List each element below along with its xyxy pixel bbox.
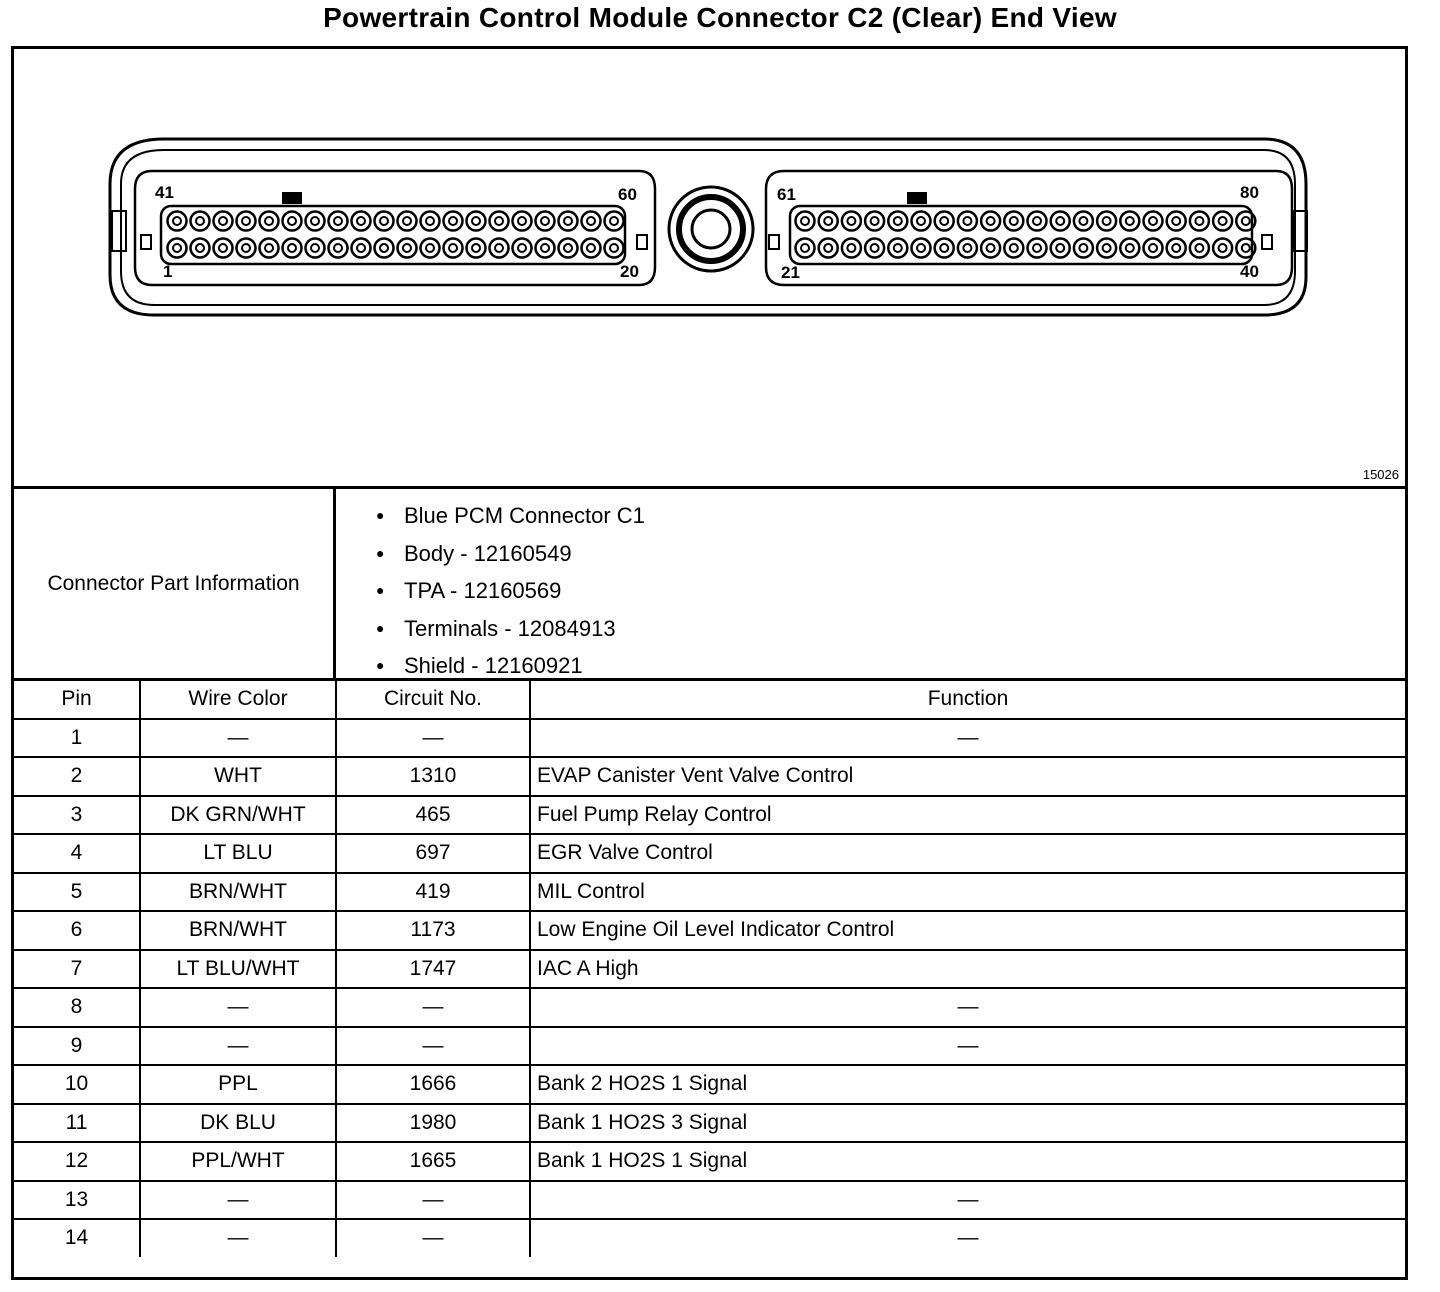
pin-hole-center [1079, 244, 1087, 252]
left-key-tab [282, 192, 302, 204]
pin-hole [191, 239, 210, 258]
pin-hole-center [334, 244, 342, 252]
header-pin: Pin [14, 681, 140, 719]
cell-function: EVAP Canister Vent Valve Control [530, 757, 1405, 796]
pin-hole [375, 212, 394, 231]
pin-hole-center [1033, 217, 1041, 225]
cell-pin: 3 [14, 796, 140, 835]
cell-wire-color: — [140, 1219, 336, 1257]
pin-hole-center [1126, 244, 1134, 252]
pin-hole-center [518, 217, 526, 225]
cell-pin: 6 [14, 911, 140, 950]
cell-wire-color: BRN/WHT [140, 873, 336, 912]
pin-hole [513, 212, 532, 231]
table-row [14, 911, 1405, 950]
cell-function: Bank 1 HO2S 1 Signal [530, 1142, 1405, 1181]
pin-hole-center [541, 217, 549, 225]
pin-hole-center [357, 217, 365, 225]
cell-wire-color: — [140, 988, 336, 1027]
pin-hole [398, 212, 417, 231]
pin-hole [1051, 239, 1070, 258]
pin-hole [1144, 239, 1163, 258]
cell-wire-color: PPL/WHT [140, 1142, 336, 1181]
pin-hole-center [894, 217, 902, 225]
bullet-icon: ● [376, 544, 385, 561]
cell-circuit-no: 419 [336, 873, 530, 912]
cell-circuit-no: — [336, 1027, 530, 1066]
pin-hole-center [288, 217, 296, 225]
pin-hole-center [380, 217, 388, 225]
pin-hole-center [847, 217, 855, 225]
pin-hole [1167, 239, 1186, 258]
pin-hole [1028, 212, 1047, 231]
pin-hole-center [987, 217, 995, 225]
pin-label-40: 40 [1240, 262, 1259, 281]
pin-hole-center [403, 244, 411, 252]
pin-hole [513, 239, 532, 258]
pin-hole-center [1242, 244, 1250, 252]
cell-wire-color: PPL [140, 1065, 336, 1104]
cell-function: IAC A High [530, 950, 1405, 989]
pin-hole-center [173, 244, 181, 252]
pin-hole-center [1010, 217, 1018, 225]
connector-housing-outer [110, 139, 1306, 315]
cell-circuit-no: 1980 [336, 1104, 530, 1143]
pin-hole-center [1195, 244, 1203, 252]
pin-hole-center [518, 244, 526, 252]
part-info-item: ● TPA - 12160569 [376, 572, 645, 610]
pin-hole [819, 212, 838, 231]
pin-hole-center [1103, 244, 1111, 252]
cell-pin: 1 [14, 719, 140, 758]
pin-hole [865, 212, 884, 231]
pin-hole [935, 212, 954, 231]
pin-hole-center [495, 217, 503, 225]
pin-hole [819, 239, 838, 258]
right-lock-tab [1262, 235, 1272, 249]
pin-hole [237, 239, 256, 258]
table-row [14, 1181, 1405, 1220]
pinout-table [14, 681, 1405, 1257]
cell-wire-color: — [140, 719, 336, 758]
right-pin-array [796, 212, 1256, 258]
pin-hole [559, 239, 578, 258]
pin-label-21: 21 [781, 263, 800, 282]
pin-hole-center [449, 217, 457, 225]
cell-function: EGR Valve Control [530, 834, 1405, 873]
cell-circuit-no: 697 [336, 834, 530, 873]
bullet-icon: ● [376, 507, 385, 523]
pin-hole-center [824, 244, 832, 252]
pin-hole-center [894, 244, 902, 252]
cell-pin: 9 [14, 1027, 140, 1066]
pin-hole-center [472, 244, 480, 252]
cell-wire-color: DK GRN/WHT [140, 796, 336, 835]
pin-hole [444, 239, 463, 258]
pin-hole-center [801, 217, 809, 225]
cell-function: Bank 1 HO2S 3 Signal [530, 1104, 1405, 1143]
pin-hole [842, 239, 861, 258]
pin-hole [352, 212, 371, 231]
pin-hole-center [334, 217, 342, 225]
table-row [14, 1104, 1405, 1143]
pin-hole [329, 212, 348, 231]
page-title: Powertrain Control Module Connector C2 (Clear) End View [323, 2, 1117, 33]
pin-hole-center [357, 244, 365, 252]
pin-hole [352, 239, 371, 258]
pin-hole [888, 239, 907, 258]
pin-hole-center [871, 217, 879, 225]
part-info-item: ● Terminals - 12084913 [376, 610, 645, 648]
pin-hole-center [1126, 217, 1134, 225]
cell-function: — [530, 719, 1405, 758]
pin-hole-center [940, 244, 948, 252]
pin-hole [1120, 212, 1139, 231]
left-latch [112, 211, 126, 251]
cell-function: Fuel Pump Relay Control [530, 796, 1405, 835]
pin-hole-center [311, 217, 319, 225]
table-row [14, 1027, 1405, 1066]
pin-hole-center [311, 244, 319, 252]
pin-hole [536, 212, 555, 231]
pin-hole-center [847, 244, 855, 252]
pin-hole [582, 239, 601, 258]
cell-pin: 13 [14, 1181, 140, 1220]
pin-label-61: 61 [777, 185, 796, 204]
pin-hole [605, 212, 624, 231]
cell-wire-color: BRN/WHT [140, 911, 336, 950]
pin-hole-center [917, 244, 925, 252]
pin-hole [237, 212, 256, 231]
pin-hole-center [173, 217, 181, 225]
pin-hole-center [1149, 244, 1157, 252]
pin-hole-center [196, 244, 204, 252]
pin-hole [536, 239, 555, 258]
pin-hole-center [1033, 244, 1041, 252]
pin-hole [912, 239, 931, 258]
pin-hole [283, 212, 302, 231]
cell-circuit-no: — [336, 1219, 530, 1257]
pin-hole [1213, 212, 1232, 231]
pin-hole [1213, 239, 1232, 258]
header-function: Function [530, 681, 1405, 719]
cell-pin: 5 [14, 873, 140, 912]
pin-hole [260, 212, 279, 231]
pin-hole [260, 239, 279, 258]
pin-hole-center [1195, 217, 1203, 225]
pin-hole-center [963, 244, 971, 252]
pin-hole-center [587, 217, 595, 225]
figure-number: 15026 [1362, 467, 1399, 482]
pin-hole-center [801, 244, 809, 252]
bullet-icon: ● [376, 582, 385, 598]
cell-wire-color: — [140, 1027, 336, 1066]
pin-hole [1028, 239, 1047, 258]
part-info-label: Connector Part Information [14, 489, 336, 678]
part-info-list [336, 489, 645, 678]
pin-hole-center [564, 244, 572, 252]
pin-hole [490, 239, 509, 258]
connector-table-frame [11, 46, 1408, 1280]
pin-hole-center [265, 217, 273, 225]
cell-wire-color: — [140, 1181, 336, 1220]
pin-hole-center [426, 217, 434, 225]
pin-hole [842, 212, 861, 231]
pin-hole-center [1010, 244, 1018, 252]
cell-wire-color: WHT [140, 757, 336, 796]
center-bolt-ring [679, 197, 743, 261]
pin-hole [1190, 212, 1209, 231]
pin-hole [214, 212, 233, 231]
cell-pin: 12 [14, 1142, 140, 1181]
cell-pin: 10 [14, 1065, 140, 1104]
table-row [14, 1142, 1405, 1181]
pin-hole-center [1149, 217, 1157, 225]
cell-circuit-no: 1666 [336, 1065, 530, 1104]
part-info-section [14, 489, 1405, 681]
cell-function: Bank 2 HO2S 1 Signal [530, 1065, 1405, 1104]
pin-hole [306, 212, 325, 231]
pin-hole-center [917, 217, 925, 225]
cell-pin: 11 [14, 1104, 140, 1143]
pin-hole [421, 212, 440, 231]
pin-hole-center [403, 217, 411, 225]
pin-hole-center [587, 244, 595, 252]
pin-hole [168, 212, 187, 231]
pin-hole [865, 239, 884, 258]
pin-hole [1097, 239, 1116, 258]
table-row [14, 757, 1405, 796]
pin-hole [1074, 239, 1093, 258]
cell-function: MIL Control [530, 873, 1405, 912]
mid-left-lock-tab [637, 235, 647, 249]
table-row [14, 719, 1405, 758]
pin-label-80: 80 [1240, 183, 1259, 202]
pin-hole-center [196, 217, 204, 225]
pin-hole-center [1219, 217, 1227, 225]
pin-hole-center [495, 244, 503, 252]
pin-hole-center [219, 217, 227, 225]
pin-hole-center [940, 217, 948, 225]
table-row [14, 1219, 1405, 1257]
pin-hole-center [610, 217, 618, 225]
cell-pin: 8 [14, 988, 140, 1027]
pin-hole-center [265, 244, 273, 252]
pin-hole-center [1103, 217, 1111, 225]
pin-hole-center [242, 244, 250, 252]
pin-hole [1167, 212, 1186, 231]
right-key-tab [907, 192, 927, 204]
left-body-outline [135, 171, 655, 285]
pin-hole [1144, 212, 1163, 231]
part-info-item: ● Blue PCM Connector C1 [376, 497, 645, 535]
pin-hole [306, 239, 325, 258]
cell-circuit-no: — [336, 1181, 530, 1220]
pin-hole [888, 212, 907, 231]
part-info-item: ● Shield - 12160921 [376, 647, 645, 685]
cell-circuit-no: — [336, 719, 530, 758]
pin-hole [935, 239, 954, 258]
pin-hole [191, 212, 210, 231]
table-row [14, 796, 1405, 835]
pin-hole [958, 212, 977, 231]
pin-hole [1097, 212, 1116, 231]
pin-hole [981, 212, 1000, 231]
connector-end-view [14, 49, 1405, 486]
pin-hole-center [449, 244, 457, 252]
table-row [14, 988, 1405, 1027]
header-wire-color: Wire Color [140, 681, 336, 719]
cell-circuit-no: 465 [336, 796, 530, 835]
cell-pin: 7 [14, 950, 140, 989]
pinout-table-body [14, 719, 1405, 1257]
pin-hole-center [426, 244, 434, 252]
pin-hole-center [987, 244, 995, 252]
table-row [14, 950, 1405, 989]
part-info-item: ● Body - 12160549 [376, 535, 645, 573]
pin-hole-center [564, 217, 572, 225]
pin-hole [444, 212, 463, 231]
bullet-icon: ● [376, 619, 385, 636]
pin-hole-center [541, 244, 549, 252]
header-circuit-no: Circuit No. [336, 681, 530, 719]
cell-function: — [530, 1181, 1405, 1220]
pin-hole-center [242, 217, 250, 225]
pin-hole-center [610, 244, 618, 252]
bullet-icon: ● [376, 657, 385, 673]
pin-hole [1074, 212, 1093, 231]
pin-hole-center [963, 217, 971, 225]
cell-pin: 14 [14, 1219, 140, 1257]
connector-diagram [14, 49, 1405, 489]
pin-hole-center [824, 217, 832, 225]
mid-right-lock-tab [769, 235, 779, 249]
pin-hole [796, 239, 815, 258]
pin-hole [168, 239, 187, 258]
cell-function: — [530, 988, 1405, 1027]
pin-hole [214, 239, 233, 258]
pin-label-1: 1 [163, 262, 173, 281]
pin-hole [467, 212, 486, 231]
pin-hole-center [1079, 217, 1087, 225]
cell-circuit-no: 1310 [336, 757, 530, 796]
pin-hole [1051, 212, 1070, 231]
pin-hole [1190, 239, 1209, 258]
pin-hole [605, 239, 624, 258]
pin-hole [421, 239, 440, 258]
left-pin-array [168, 212, 624, 258]
pin-hole-center [871, 244, 879, 252]
pin-hole-center [1056, 217, 1064, 225]
cell-pin: 2 [14, 757, 140, 796]
cell-circuit-no: 1173 [336, 911, 530, 950]
pin-hole [398, 239, 417, 258]
pin-hole [1120, 239, 1139, 258]
cell-circuit-no: 1747 [336, 950, 530, 989]
left-lock-tab [141, 235, 151, 249]
cell-circuit-no: — [336, 988, 530, 1027]
cell-wire-color: DK BLU [140, 1104, 336, 1143]
pin-hole-center [472, 217, 480, 225]
pin-hole-center [380, 244, 388, 252]
pin-label-41: 41 [155, 183, 174, 202]
pin-hole [559, 212, 578, 231]
pin-hole [1004, 212, 1023, 231]
table-row [14, 834, 1405, 873]
pin-hole [912, 212, 931, 231]
pin-hole [1004, 239, 1023, 258]
pin-hole [375, 239, 394, 258]
cell-circuit-no: 1665 [336, 1142, 530, 1181]
pin-hole [283, 239, 302, 258]
pin-hole [490, 212, 509, 231]
cell-wire-color: LT BLU/WHT [140, 950, 336, 989]
pin-hole [958, 239, 977, 258]
pin-hole-center [1219, 244, 1227, 252]
cell-wire-color: LT BLU [140, 834, 336, 873]
pin-hole-center [288, 244, 296, 252]
cell-function: — [530, 1027, 1405, 1066]
pin-hole-center [219, 244, 227, 252]
pin-label-60: 60 [618, 185, 637, 204]
pin-hole-center [1056, 244, 1064, 252]
cell-pin: 4 [14, 834, 140, 873]
pin-hole [329, 239, 348, 258]
pin-label-20: 20 [620, 262, 639, 281]
table-header-row [14, 681, 1405, 719]
table-row [14, 1065, 1405, 1104]
pin-hole-center [1242, 217, 1250, 225]
cell-function: — [530, 1219, 1405, 1257]
pin-hole [981, 239, 1000, 258]
cell-function: Low Engine Oil Level Indicator Control [530, 911, 1405, 950]
pin-hole-center [1172, 217, 1180, 225]
pin-hole [796, 212, 815, 231]
table-row [14, 873, 1405, 912]
pin-hole [467, 239, 486, 258]
pin-hole [582, 212, 601, 231]
center-bolt-core [692, 210, 730, 248]
pin-hole-center [1172, 244, 1180, 252]
